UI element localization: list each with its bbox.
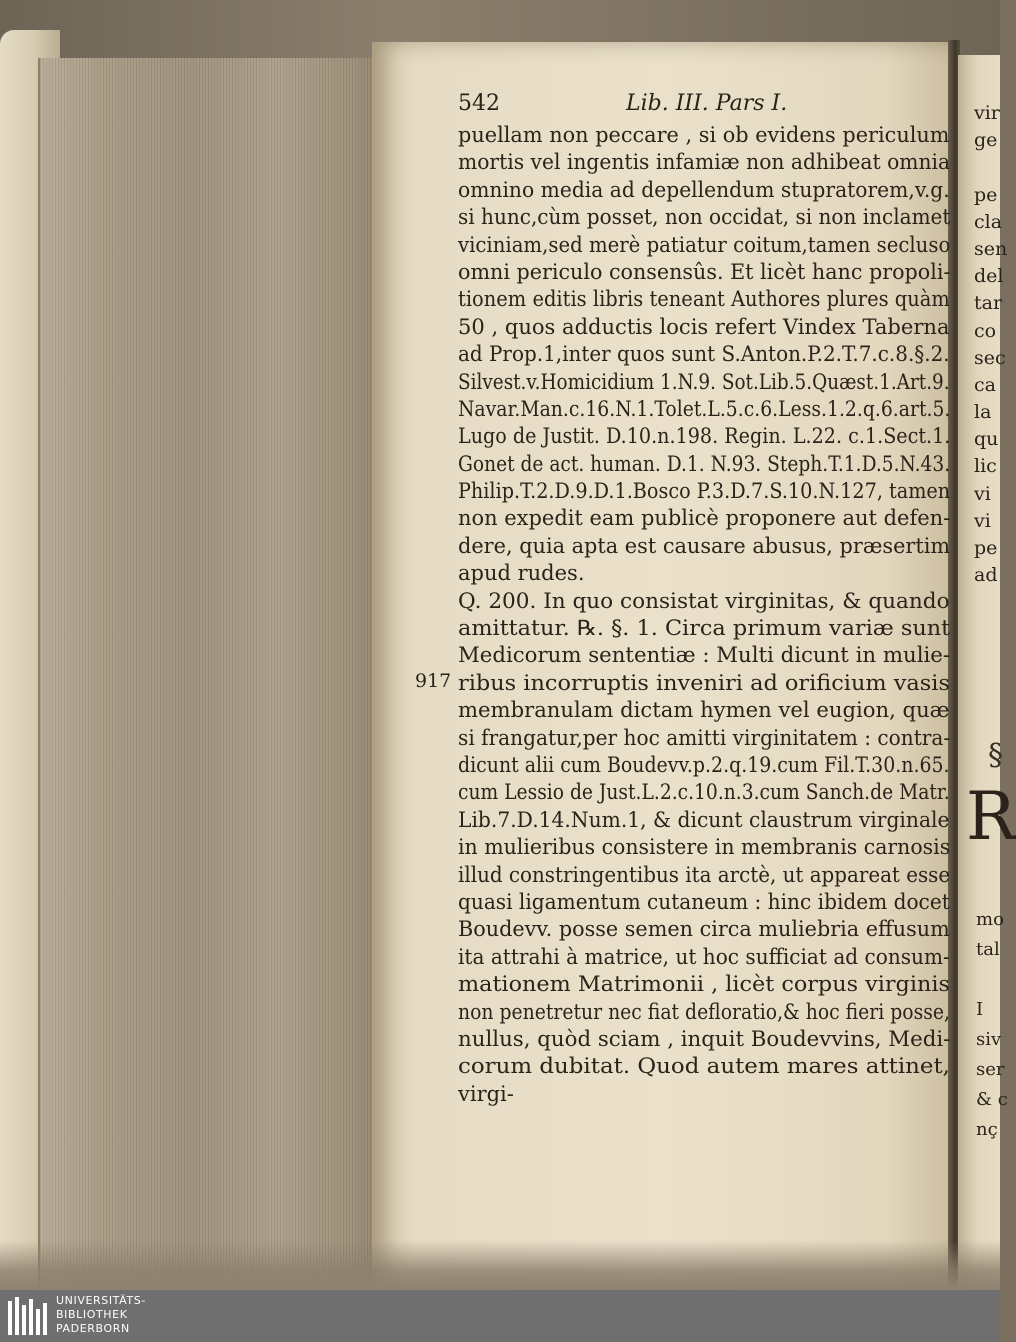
text-line: Medicorum sententiæ : Multi dicunt in mulie- bbox=[458, 643, 951, 668]
adjacent-page-text-lower bbox=[976, 905, 1008, 1145]
text-line: Gonet de act. human. D.1. N.93. Steph.T.1.D.5.N.43. bbox=[458, 451, 951, 476]
adjacent-text-line: & c bbox=[976, 1089, 1008, 1110]
adjacent-text-line: qu bbox=[974, 428, 999, 451]
adjacent-text-line: la bbox=[974, 401, 992, 424]
text-line: quasi ligamentum cutaneum : hinc ibidem docet bbox=[458, 889, 950, 914]
adjacent-text-line: vi bbox=[974, 509, 991, 532]
running-title: Lib. III. Pars I. bbox=[626, 91, 788, 116]
margin-number: 917 bbox=[415, 670, 452, 692]
text-line: omnino media ad depellendum stupratorem,v.g. bbox=[458, 177, 950, 202]
text-line: mortis vel ingentis infamiæ non adhibeat omnia bbox=[458, 150, 951, 175]
text-line: in mulieribus consistere in membranis carnosis bbox=[458, 835, 951, 860]
text-line: non penetretur nec fiat defloratio,& hoc fieri posse, bbox=[458, 999, 950, 1024]
adjacent-text-line: co bbox=[974, 319, 997, 342]
text-line: tionem editis libris teneant Authores plures quàm bbox=[458, 287, 950, 312]
library-footer bbox=[0, 1290, 1000, 1342]
adjacent-text-line: ca bbox=[974, 373, 996, 396]
page-number: 542 bbox=[458, 91, 500, 116]
page-edges bbox=[38, 58, 380, 1290]
text-line: Q. 200. In quo consistat virginitas, & quando bbox=[458, 588, 950, 613]
text-line: si hunc,cùm posset, non occidat, si non inclamet bbox=[458, 205, 951, 230]
adjacent-page-text bbox=[974, 100, 1008, 589]
adjacent-text-line bbox=[974, 154, 1000, 181]
adjacent-text-line: nç bbox=[976, 1119, 998, 1140]
text-line: mationem Matrimonii , licèt corpus virginis bbox=[458, 972, 950, 997]
text-line: corum dubitat. Quod autem mares attinet, bbox=[458, 1054, 950, 1079]
adjacent-text-line: lic bbox=[974, 455, 997, 478]
adjacent-text-line: vir bbox=[974, 102, 1000, 124]
text-line: ribus incorruptis inveniri ad orificium vasis bbox=[458, 670, 950, 695]
adjacent-text-line: siv bbox=[976, 1029, 1002, 1050]
text-line: omni periculo consensûs. Et licèt hanc propoli- bbox=[458, 259, 951, 284]
text-line: Navar.Man.c.16.N.1.Tolet.L.5.c.6.Less.1.2.q.6.art.5. bbox=[458, 396, 951, 421]
text-line: Boudevv. posse semen circa muliebria effusum bbox=[458, 917, 950, 942]
adjacent-text-line: ser bbox=[976, 1059, 1005, 1080]
text-line: cum Lessio de Just.L.2.c.10.n.3.cum Sanch.de Matr. bbox=[458, 780, 950, 805]
text-line: 50 , quos adductis locis refert Vindex Taberna bbox=[458, 314, 950, 339]
adjacent-text-line: tar bbox=[974, 292, 1003, 315]
text-line: nullus, quòd sciam , inquit Boudevvins, Medi- bbox=[458, 1026, 951, 1051]
text-line: membranulam dictam hymen vel eugion, quæ bbox=[458, 698, 950, 723]
text-line: viciniam,sed merè patiatur coitum,tamen secluso bbox=[458, 232, 951, 257]
adjacent-text-line: tal bbox=[976, 939, 1000, 960]
adjacent-text-line: ad bbox=[974, 564, 998, 587]
text-line: Lugo de Justit. D.10.n.198. Regin. L.22. c.1.Sect.1. bbox=[458, 424, 951, 449]
adjacent-text-line: mo bbox=[976, 909, 1004, 930]
adjacent-text-line bbox=[976, 965, 1000, 995]
bottom-shadow bbox=[0, 1240, 1000, 1290]
text-line: si frangatur,per hoc amitti virginitatem : contra- bbox=[458, 725, 951, 750]
body-lines bbox=[458, 122, 958, 1108]
library-name-line1: UNIVERSITÄTS- bbox=[56, 1294, 146, 1307]
running-head bbox=[458, 90, 958, 122]
adjacent-text-line: vi bbox=[974, 482, 991, 505]
library-name-line3: PADERBORN bbox=[56, 1322, 130, 1335]
adjacent-text-line: pe bbox=[974, 537, 998, 559]
library-name bbox=[56, 1294, 146, 1336]
adjacent-text-line: del bbox=[974, 265, 1004, 288]
text-line: virgi- bbox=[458, 1081, 514, 1106]
text-line: Silvest.v.Homicidium 1.N.9. Sot.Lib.5.Quæst.1.Art.9. bbox=[458, 369, 950, 394]
library-logo-icon bbox=[6, 1295, 50, 1337]
text-line: dicunt alii cum Boudevv.p.2.q.19.cum Fil.T.30.n.65. bbox=[458, 752, 950, 777]
page-text bbox=[458, 90, 958, 1108]
library-name-line2: BIBLIOTHEK bbox=[56, 1308, 128, 1321]
text-line: illud constringentibus ita arctè, ut appareat esse bbox=[458, 862, 951, 887]
adjacent-text-line: ge bbox=[974, 129, 998, 152]
text-line: ita attrahi à matrice, ut hoc sufficiat ad consum- bbox=[458, 944, 950, 969]
text-line: non expedit eam publicè proponere aut defen- bbox=[458, 506, 951, 531]
text-line: puellam non peccare , si ob evidens periculum bbox=[458, 123, 950, 147]
ornament-fragment: § bbox=[988, 738, 1003, 773]
adjacent-initial: R bbox=[966, 778, 1016, 855]
text-line: amittatur. ℞. §. 1. Circa primum variæ sunt bbox=[458, 616, 951, 641]
text-line: ad Prop.1,inter quos sunt S.Anton.P.2.T.7.c.8.§.2. bbox=[458, 342, 950, 367]
adjacent-text-line: sec bbox=[974, 346, 1006, 369]
adjacent-text-line: cla bbox=[974, 210, 1003, 233]
adjacent-text-line: sen bbox=[974, 237, 1008, 260]
text-line: Lib.7.D.14.Num.1, & dicunt claustrum virginale bbox=[458, 807, 950, 832]
adjacent-text-line: I bbox=[976, 999, 984, 1020]
text-line: Philip.T.2.D.9.D.1.Bosco P.3.D.7.S.10.N.127, tamen bbox=[458, 479, 951, 504]
adjacent-text-line: pe bbox=[974, 183, 998, 206]
text-line: dere, quia apta est causare abusus, præsertim bbox=[458, 533, 951, 558]
text-line: apud rudes. bbox=[458, 561, 585, 586]
